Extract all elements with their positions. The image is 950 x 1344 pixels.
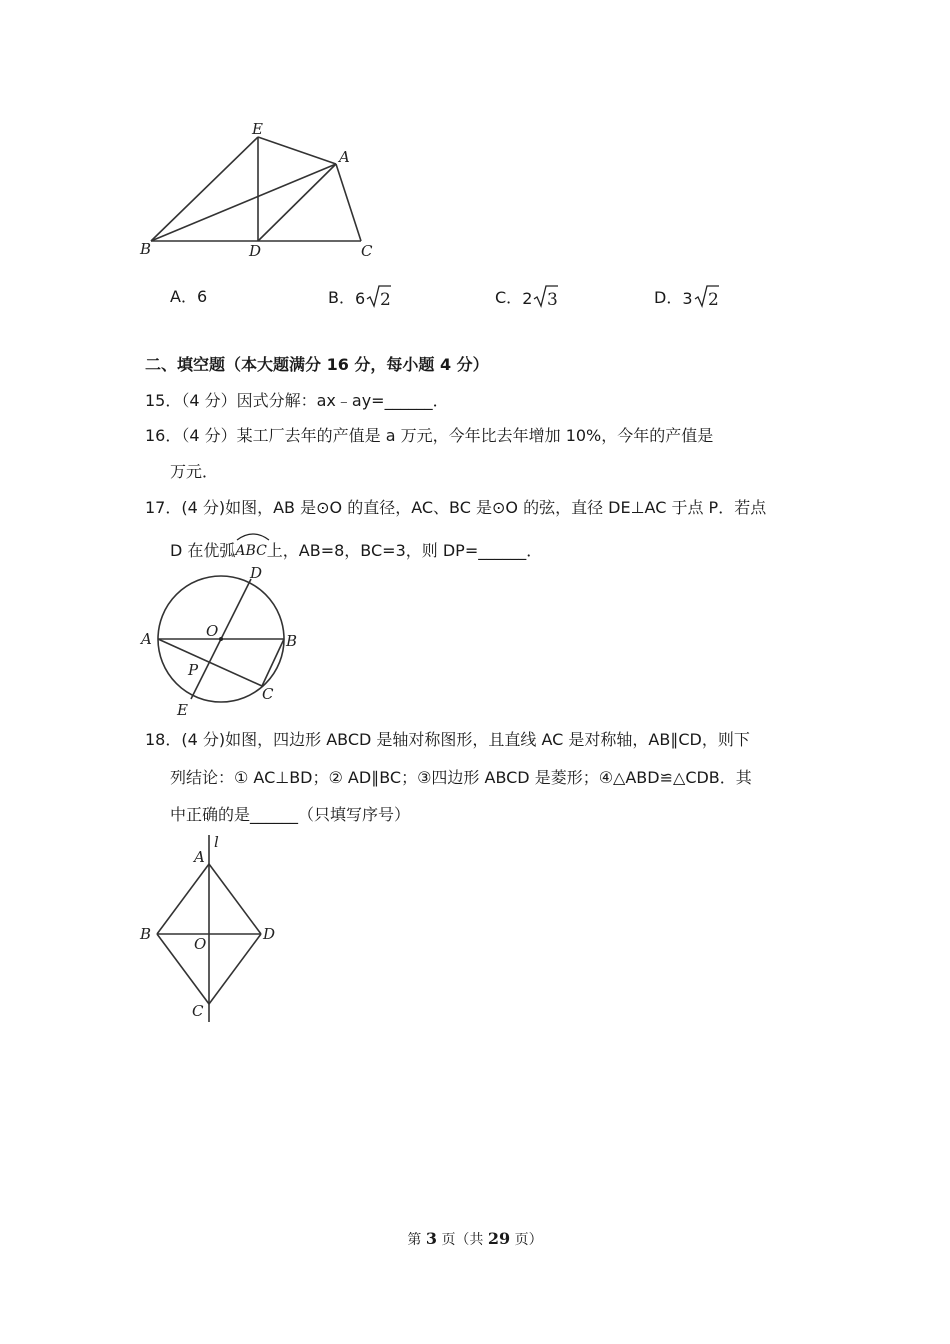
side-AD: [209, 864, 261, 934]
label-C: C: [361, 242, 373, 260]
label-A: A: [194, 848, 205, 866]
question-16-line2: 万元．: [170, 462, 219, 481]
chord-AC: [158, 639, 262, 686]
choice-d: D． 3 2: [654, 284, 720, 308]
segment-DA: [258, 164, 336, 241]
figure-q18: [135, 832, 285, 1027]
label-C: C: [262, 685, 274, 703]
side-DC: [209, 934, 261, 1004]
svg-text:2: 2: [707, 290, 719, 308]
page-footer: 第 3 页（共 29 页）: [407, 1229, 543, 1248]
label-B: B: [140, 925, 152, 943]
side-AB: [157, 864, 209, 934]
choice-c: C． 2 3: [495, 284, 559, 308]
label-O: O: [194, 935, 207, 953]
section-heading: 二、填空题（本大题满分 16 分，每小题 4 分）: [145, 355, 489, 374]
label-E: E: [252, 120, 263, 138]
radical-sqrt-3: [533, 284, 559, 308]
label-C: C: [192, 1002, 204, 1020]
question-15: 15．（4 分）因式分解：ax﹣ay=______．: [145, 391, 449, 410]
label-D: D: [249, 242, 262, 260]
question-17-line1: 17．(4 分)如图，AB 是⊙O 的直径，AC、BC 是⊙O 的弦，直径 DE⊥AC 于点 P．若点: [145, 498, 767, 517]
segment-EA: [258, 137, 336, 164]
segment-EB: [151, 137, 258, 241]
label-O: O: [206, 622, 219, 640]
radical-sqrt-2: [694, 284, 720, 308]
label-E: E: [177, 701, 188, 719]
segment-AC: [336, 164, 361, 241]
label-B: B: [140, 240, 152, 258]
center-point-O: [219, 637, 223, 641]
figure-q17: [135, 562, 310, 722]
question-17-line2: D 在优弧 ABC 上，AB=8，BC=3，则 DP=______．: [170, 536, 542, 561]
svg-text:3: 3: [547, 290, 559, 308]
choice-b: B． 6 2: [328, 284, 392, 308]
label-D: D: [250, 564, 263, 582]
question-18-line2: 列结论：① AC⊥BD；② AD∥BC；③四边形 ABCD 是菱形；④△ABD≌△CDB．其: [170, 768, 752, 787]
label-A: A: [339, 148, 350, 166]
label-P: P: [188, 661, 199, 679]
label-A: A: [141, 630, 152, 648]
question-18-line3: 中正确的是______（只填写序号）: [170, 805, 411, 824]
arc-notation: ABC: [235, 536, 266, 561]
svg-text:2: 2: [380, 290, 391, 308]
label-B: B: [286, 632, 298, 650]
choice-a: A．6: [170, 287, 208, 306]
page-number: 3: [425, 1229, 437, 1248]
chord-BC: [262, 639, 284, 686]
arc-mark: [235, 531, 271, 541]
label-D: D: [263, 925, 276, 943]
question-16-line1: 16．（4 分）某工厂去年的产值是 a 万元，今年比去年增加 10%，今年的产值是: [145, 426, 714, 445]
label-l: l: [214, 833, 219, 851]
figure-q14: [135, 115, 385, 265]
question-18-line1: 18．(4 分)如图，四边形 ABCD 是轴对称图形，且直线 AC 是对称轴，AB∥CD，则下: [145, 730, 750, 749]
segment-BA: [151, 164, 336, 241]
total-pages: 29: [487, 1229, 511, 1248]
radical-sqrt-2: [366, 284, 392, 308]
